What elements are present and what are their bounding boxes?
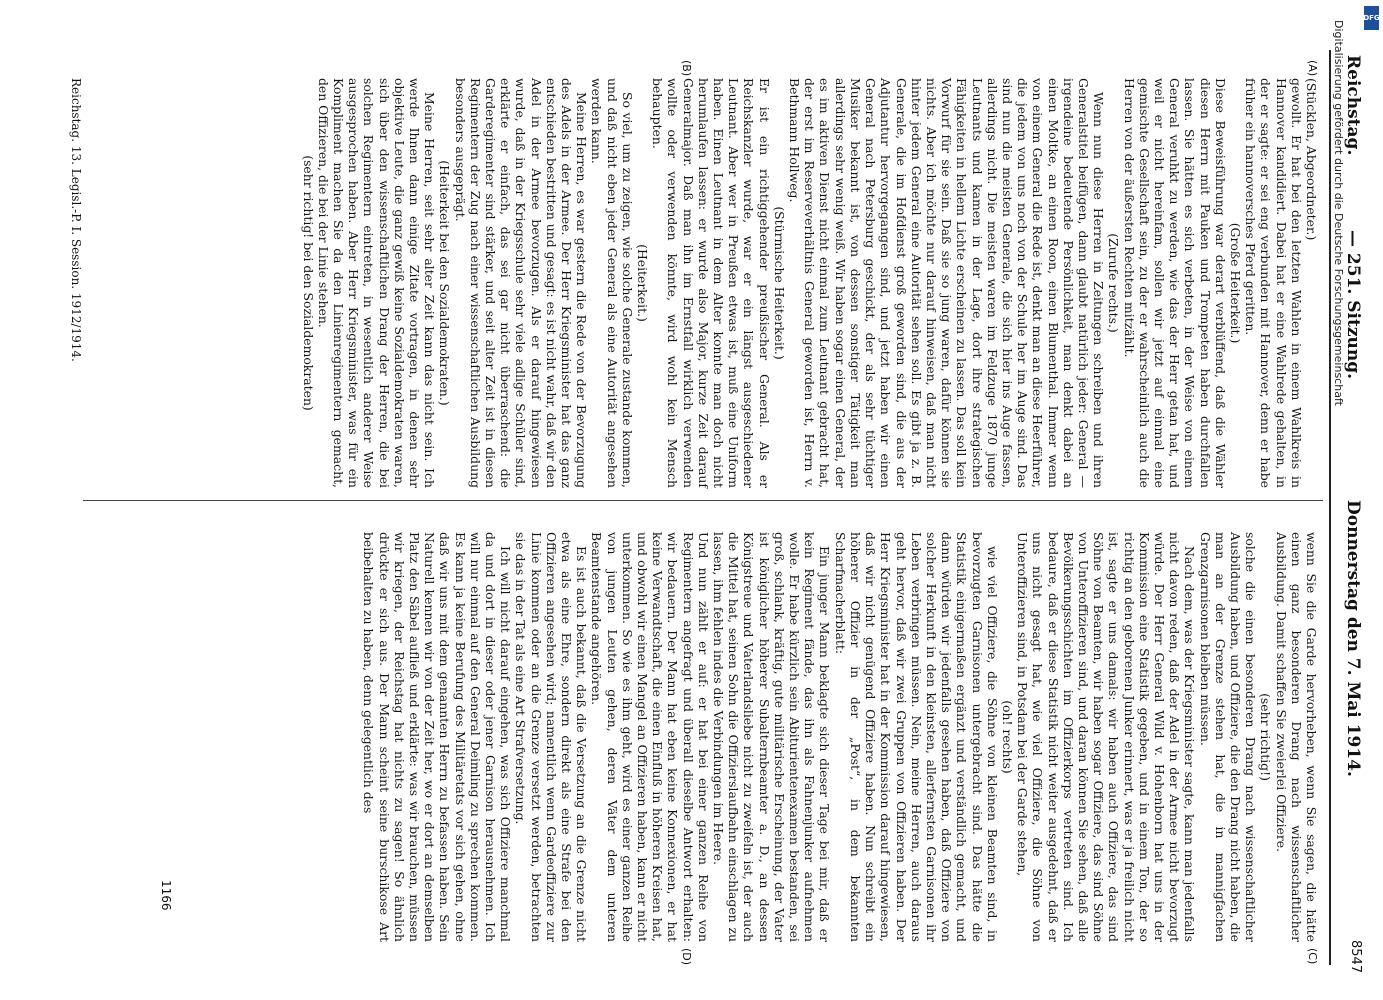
paragraph: Diese Beweisführung war derart verblüffend, daß die Wähler diesen Herrn mit Pauken und Trompeten haben durchfallen lassen. Sie hätten es sich verbeten, in der Weise von einem General veruhkt zu werden, wie das der Herr getan hat, und weil er nicht hereinfam, sollen wir jetzt auf einmal eine gemischte Gesellschaft sein, zu der er wahrscheinlich auch die Herren von der äußersten Rechten mitzählt. (1121, 78, 1228, 488)
header-session: — 251. Sitzung. (1343, 230, 1363, 380)
page-number: 8547 (1348, 940, 1363, 974)
interjection: (Heiterkeit bei den Sozialdemokraten.) (437, 160, 453, 406)
paragraph: Nach dem, was der Kriegsminister sagte, kann man jedenfalls nicht davon reden, daß der Adel in der Armee nicht bevorzugt würde. Der Herr General Wild v. Hohenborn hat uns in der Kommission eine Statistik gegeben, und in einem Ton, der so richtig an den geborenen Junker erinnert, was er ja freilich nicht ist, sagte er uns damals: wir haben auch Offiziere, das sind Söhne von Beamten, wir haben sogar Offiziere, das sind Söhne von Unteroffizieren sind, und daran können Sie sehen, daß alle Bevölkerungsschichten im Offizierkorps vertreten sind. Ich bedaure, daß er diese Statistik nicht weiter ausgedehnt, daß er uns nicht gesagt hat, wie viel Offiziere, die Söhne von Unteroffizieren sind, in Potsdam bei der Garde stehen, (1015, 532, 1198, 942)
interjection: (Heiterkeit.) (635, 244, 651, 322)
paragraph: solche die einen besonderen Drang nach wissenschaftlicher Ausbildung haben, und Offiziere, die den Drang nicht haben, die man an der Grenze stehen hat, die in mannigfachen Grenzgarnisonen bleiben müssen. (1197, 532, 1259, 942)
margin-mark-a: (A) (1306, 60, 1319, 77)
paragraph: Wenn nun diese Herren in Zeitungen schreiben und ihren Generalstitel beifügen, dann glaubt natürlich jeder: General — irgendeine bedeutende Persönlichkeit, man denkt dabei an einen Moltke, an einen Roon, einen Blumenthal. Immer wenn von einem General die Rede ist, denkt man an diese Heerführer, die jedem von uns noch von der Schule her im Auge sind. Das sind nun die meisten Generale, die sich hier ins Auge fassen, allerdings nicht. Die meisten waren im Feldzuge 1870 junge Leutnants und kamen in der Lage, dort ihre strategischen Fähigkeiten in hellem Lichte erscheinen zu lassen. Das soll kein Vorwurf für sie sein. Daß sie so jung waren, dafür können sie nichts. Aber ich möchte nur darauf hinweisen, daß man nicht hinter jedem General eine Autorität sehen soll. Es gibt ja z. B. Generale, die im Hofdienst groß geworden sind, die aus der Adjutantur hervorgegangen sind, und jetzt haben wir einen General nach Petersburg geschickt, der als sehr tüchtiger Musiker bekannt ist, von dessen sonstiger Tätigkeit man allerdings sehr wenig weiß. Wir haben sogar einen General, der es im aktiven Dienst nicht einmal zum Leutnant gebracht hat, der erst im Reserveverhältnis General geworden ist, Herrn v. Bethmann Hollweg. (787, 78, 1107, 488)
paragraph: Meine Herren, seit sehr alter Zeit kann das nicht sein. Ich werde Ihnen dann einige Zitate vortragen, in denen sehr objektive Leute, die ganz gewiß keine Sozialdemokraten waren, sich über den wissenschaftlichen Drang der Herren, die bei solchen Regimentern eintreten, in wesentlich anderer Weise ausgesprochen haben. Aber Herr Kriegsminister, was für ein Kompliment machen Sie da den Linienregimentern gemacht, den Offizieren, die bei der Linie stehen. (315, 78, 438, 488)
margin-mark-b: (B) (680, 60, 693, 77)
margin-mark-d: (D) (680, 948, 693, 966)
interjection: (Zurufe rechts.) (1106, 233, 1122, 333)
digitization-credit: Digitalisierung gefördert durch die Deutsche Forschungsgemeinschaft (1332, 20, 1345, 406)
margin-mark-c: (C) (1306, 948, 1319, 965)
paragraph: wenn Sie die Garde hervorheben, wenn Sie sagen, die hätte einen ganz besonderen Drang nach wissenschaftlicher Ausbildung. Damit schaffen Sie zweierlei Offiziere. (1273, 532, 1319, 942)
footer-citation: Reichstag. 13. Legisl.-P. I. Session. 1912/1914. (69, 78, 83, 362)
interjection: (oh! rechts) (999, 700, 1015, 774)
left-text-column (300, 78, 1319, 488)
paragraph: wie viel Offiziere, die Söhne von kleinen Beamten sind, in bevorzugten Garnisonen untergebracht sind. Das hätte die Statistik einigermaßen ergänzt und verständlich gemacht, und dann würden wir jedenfalls gesehen haben, daß Offiziere von solcher Herkunft in den kleinsten, allerfernsten Garnisonen ihr Leben verbringen müssen. Nein, meine Herren, auch daraus geht hervor, daß wir zwei Gruppen von Offizieren haben. Der Herr Kriegsminister hat in der Kommission darauf hingewiesen, daß wir nicht genügend Offiziere haben. Nun schreibt ein höherer Offizier in der „Post“, in dem bekannten Scharfmacherblatt: (832, 532, 1000, 942)
footer-sheet-number: 1166 (159, 880, 173, 911)
header-title: Reichstag. (1343, 55, 1363, 156)
interjection: (Große Heiterkeit.) (1227, 222, 1243, 344)
paragraph: Meine Herren, es war gestern die Rede von der Bevorzugung des Adels in der Armee. Der Herr Kriegsminister hat das ganz entschieden bestritten und gesagt: es ist nicht wahr, daß wir den Adel in der Armee bevorzugen. Als er darauf hingewiesen wurde, daß in der Kriegsschule sehr viele adlige Schüler sind, erklärte er einfach, das sei gar nicht überraschend: die Garderegimenter sind stärker, und seit alter Zeit ist in diesen Regimentern der Zug nach einer wissenschaftlichen Ausbildung besonders ausgeprägt. (452, 78, 590, 488)
paragraph: gewollt. Er hat bei den letzten Wahlen in einem Wahlkreis in Hannover kandidiert. Dabei hat er eine Wahlrede gehalten, in der er sagte: er sei eng verbunden mit Hannover, denn er habe früher ein hannoversches Pferd geritten. (1243, 78, 1304, 488)
interjection: (Stürmische Heiterkeit.) (771, 206, 787, 360)
header-date: Donnerstag den 7. Mai 1914. (1343, 500, 1363, 777)
column-divider (83, 500, 1323, 501)
interjection: (sehr richtig! bei den Sozialdemokraten) (300, 155, 316, 411)
page-header (1323, 0, 1383, 1000)
dfg-logo: DFG (1364, 6, 1379, 30)
header-rule (1329, 50, 1331, 965)
interjection: (sehr richtig!) (1258, 693, 1274, 781)
paragraph: (Stücklen, Abgeordneter.) (1304, 78, 1319, 241)
right-text-column (361, 532, 1319, 942)
paragraph: So viel, um zu zeigen, wie solche Generale zustande kommen, und daß nicht eben jeder General als eine Autorität angesehen werden kann. (589, 78, 635, 488)
paragraph: Ich will nicht darauf eingehen, was sich Offiziere manchmal da und dort in dieser oder jener Garnison herausnehmen. Ich will nur einmal auf den General Deimling zu sprechen kommen. Es kann ja keine Berufung des Militäretats vor sich gehen, ohne daß wir uns mit dem genannten Herrn zu befassen haben. Sein Naturell kennen wir von der Zeit her, wo er dort an demselben Platz den Säbel aufließ und erklärte: was wir brauchen, müssen wir kriegen, der Reichstag hat nichts zu sagen! So ähnlich drückte er sich aus. Der Mann scheint seine burschikose Art beibehalten zu haben, denn gelegentlich des (361, 532, 514, 942)
paragraph: Es ist auch bekannt, daß die Versetzung an die Grenze nicht etwa als eine Ehre, sondern direkt als eine Strafe bei den Offizieren angesehen wird; namentlich wenn Gardeoffiziere zur Linie kommen oder an die Grenze versetzt werden, betrachten sie das in der Tat als eine Art Strafversetzung. (513, 532, 590, 942)
paragraph: Und nun zählt er auf: er hat bei einer ganzen Reihe von Regimentern angefragt und überall dieselbe Antwort erhalten: wir bedauern. Der Mann hat eben keine Konnexionen, er hat keine Verwandtschaft, die einen Einfluß in höheren Kreisen hat, und obwohl wir einen Mangel an Offizieren haben, kann er nicht unterkommen. So wie es ihm geht, wird es einer ganzen Reihe von jungen Leuten gehen, deren Väter dem unteren Beamtenstande angehören. (589, 532, 711, 942)
paragraph: Er ist ein richtiggehender preußischer General. Als er Reichskanzler wurde, war er ein längst ausgeschiedener Leutnant. Aber wer in Preußen etwas ist, muß eine Uniform haben. Einen Leutnant in dem Alter konnte man doch nicht herumlaufen lassen: er wurde also Major, kurze Zeit darauf Generalmajor. Daß man ihn im Ernstfall wirklich verwenden wollte oder verwenden könnte, wird wohl kein Mensch behaupten. (650, 78, 772, 488)
paragraph: Ein junger Mann beklagte sich dieser Tage bei mir, daß er kein Regiment fände, das ihn als Fahnenjunker aufnehmen wolle. Er habe kürzlich sein Abiturientenexamen bestanden, sei groß, schlank, kräftig, gute militärische Erscheinung, der Vater ist königlicher höherer Subalternbeamter a. D., an dessen Königstreue und Vaterlandsliebe nicht zu zweifeln ist, der auch die Mittel hat, seinen Sohn die Offizierslaufbahn einschlagen zu lassen, ihm fehlen indes die Verbindungen im Heere. (711, 532, 833, 942)
